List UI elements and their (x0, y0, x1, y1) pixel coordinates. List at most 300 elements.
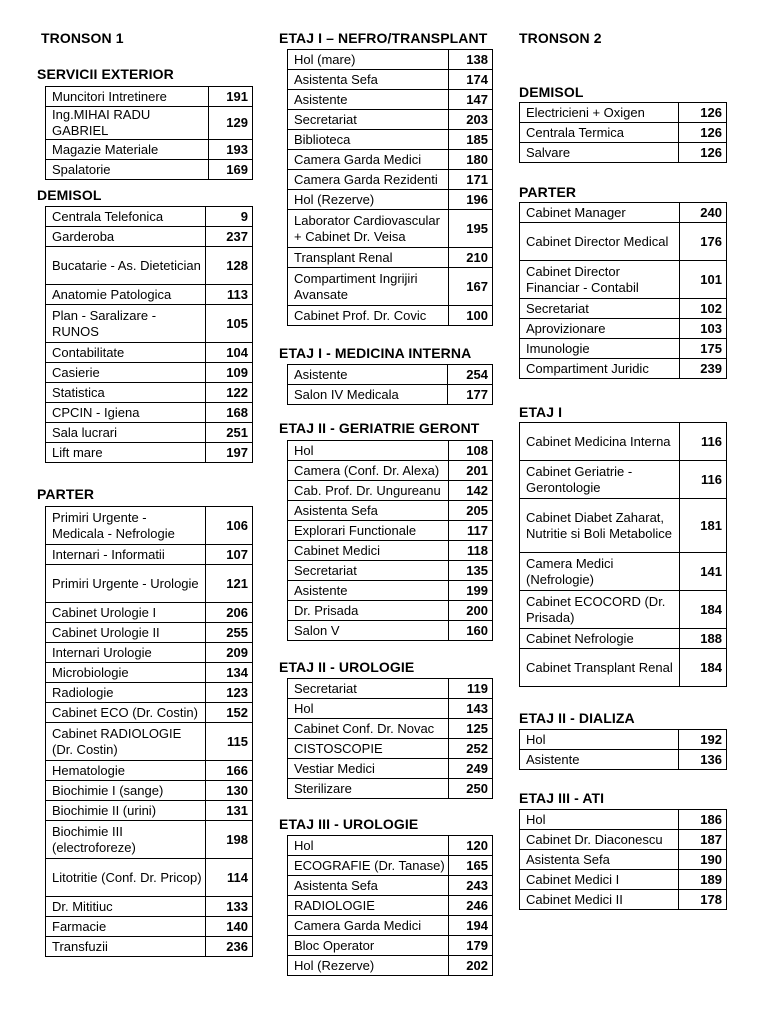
table-row (520, 810, 727, 830)
table-row (288, 719, 493, 739)
table-row (46, 305, 253, 343)
section-title: ETAJ III - UROLOGIE (279, 816, 419, 832)
extension-number: 199 (448, 581, 492, 601)
table-row (288, 385, 493, 405)
table-row (520, 319, 727, 339)
table-row (288, 481, 493, 501)
department-name: Hol (Rezerve) (288, 956, 449, 976)
table-row (520, 649, 727, 687)
department-name: Cab. Prof. Dr. Ungureanu (288, 481, 449, 501)
extension-number: 107 (205, 545, 252, 565)
department-name: Casierie (46, 363, 206, 383)
extension-number: 104 (205, 343, 252, 363)
department-name: Camera Medici (Nefrologie) (520, 553, 680, 591)
extension-number: 179 (449, 936, 493, 956)
department-name: Sterilizare (288, 779, 449, 799)
extension-number: 194 (449, 916, 493, 936)
section-title: ETAJ I – NEFRO/TRANSPLANT (279, 30, 488, 46)
table-row (520, 423, 727, 461)
extension-number: 206 (205, 603, 252, 623)
section-title: DEMISOL (519, 84, 584, 100)
extension-number: 246 (449, 896, 493, 916)
extension-number: 147 (449, 90, 493, 110)
department-name: Explorari Functionale (288, 521, 449, 541)
department-name: Cabinet Manager (520, 203, 680, 223)
table-row (46, 703, 253, 723)
extension-number: 141 (679, 553, 726, 591)
extension-number: 174 (449, 70, 493, 90)
table-row (288, 739, 493, 759)
department-name: Cabinet Medici (288, 541, 449, 561)
department-name: Ing.MIHAI RADU GABRIEL (46, 107, 209, 140)
department-name: Salon IV Medicala (288, 385, 448, 405)
extension-number: 117 (448, 521, 492, 541)
extension-number: 184 (679, 591, 726, 629)
department-name: Imunologie (520, 339, 680, 359)
table-row (46, 897, 253, 917)
extension-number: 255 (205, 623, 252, 643)
department-name: Aprovizionare (520, 319, 680, 339)
table-row (46, 603, 253, 623)
extension-table (287, 440, 493, 641)
section-title: ETAJ II - DIALIZA (519, 710, 635, 726)
department-name: Litotritie (Conf. Dr. Pricop) (46, 859, 206, 897)
table-row (520, 461, 727, 499)
department-name: Cabinet Medici II (520, 890, 679, 910)
extension-number: 198 (205, 821, 252, 859)
extension-number: 169 (208, 160, 252, 180)
department-name: Centrala Telefonica (46, 207, 206, 227)
department-name: Contabilitate (46, 343, 206, 363)
extension-table (287, 678, 493, 799)
department-name: Secretariat (288, 110, 449, 130)
table-row (288, 601, 493, 621)
extension-number: 116 (679, 423, 726, 461)
extension-number: 181 (679, 499, 726, 553)
extension-number: 176 (679, 223, 726, 261)
extension-number: 140 (205, 917, 252, 937)
extension-table (519, 102, 727, 163)
extension-number: 166 (205, 761, 252, 781)
department-name: Secretariat (288, 561, 449, 581)
department-name: Cabinet Director Medical (520, 223, 680, 261)
table-row (288, 856, 493, 876)
extension-number: 189 (679, 870, 727, 890)
table-row (520, 359, 727, 379)
extension-number: 105 (205, 305, 252, 343)
department-name: Cabinet Medici I (520, 870, 679, 890)
extension-number: 160 (448, 621, 492, 641)
extension-number: 119 (449, 679, 493, 699)
extension-number: 168 (205, 403, 252, 423)
table-row (288, 110, 493, 130)
table-row (46, 565, 253, 603)
extension-number: 180 (449, 150, 493, 170)
extension-number: 184 (679, 649, 726, 687)
department-name: Cabinet Prof. Dr. Covic (288, 306, 449, 326)
extension-table (287, 835, 493, 976)
table-row (520, 299, 727, 319)
department-name: Cabinet Diabet Zaharat, Nutritie si Boli Metabolice (520, 499, 680, 553)
extension-number: 165 (449, 856, 493, 876)
section-title: ETAJ I - MEDICINA INTERNA (279, 345, 472, 361)
extension-number: 201 (448, 461, 492, 481)
table-row (288, 170, 493, 190)
extension-number: 106 (205, 507, 252, 545)
table-row (288, 836, 493, 856)
department-name: Camera Garda Rezidenti (288, 170, 449, 190)
department-name: Hol (288, 441, 449, 461)
table-row (288, 210, 493, 248)
department-name: Salvare (520, 143, 679, 163)
extension-number: 171 (449, 170, 493, 190)
table-row (288, 441, 493, 461)
department-name: Hol (288, 836, 449, 856)
extension-number: 133 (205, 897, 252, 917)
table-row (288, 70, 493, 90)
department-name: ECOGRAFIE (Dr. Tanase) (288, 856, 449, 876)
extension-number: 191 (208, 87, 252, 107)
table-row (288, 150, 493, 170)
extension-number: 123 (205, 683, 252, 703)
table-row (46, 801, 253, 821)
department-name: Hol (Rezerve) (288, 190, 449, 210)
department-name: Asistenta Sefa (288, 501, 449, 521)
extension-number: 178 (679, 890, 727, 910)
table-row (46, 227, 253, 247)
table-row (520, 830, 727, 850)
section-title: ETAJ II - GERIATRIE GERONT (279, 420, 480, 436)
department-name: Cabinet Geriatrie - Gerontologie (520, 461, 680, 499)
department-name: Dr. Mititiuc (46, 897, 206, 917)
table-row (520, 143, 727, 163)
extension-number: 251 (205, 423, 252, 443)
table-row (520, 103, 727, 123)
department-name: Biochimie III (electroforeze) (46, 821, 206, 859)
extension-number: 209 (205, 643, 252, 663)
extension-number: 186 (679, 810, 727, 830)
department-name: Biblioteca (288, 130, 449, 150)
extension-number: 125 (449, 719, 493, 739)
extension-number: 114 (205, 859, 252, 897)
table-row (46, 683, 253, 703)
department-name: Primiri Urgente - Medicala - Nefrologie (46, 507, 206, 545)
table-row (288, 621, 493, 641)
table-row (520, 553, 727, 591)
table-row (46, 545, 253, 565)
department-name: Cabinet Nefrologie (520, 629, 680, 649)
department-name: Hol (520, 730, 679, 750)
table-row (46, 423, 253, 443)
department-name: Cabinet ECO (Dr. Costin) (46, 703, 206, 723)
extension-number: 254 (448, 365, 493, 385)
extension-number: 188 (679, 629, 726, 649)
extension-number: 109 (205, 363, 252, 383)
department-name: Compartiment Ingrijiri Avansate (288, 268, 449, 306)
table-row (46, 723, 253, 761)
extension-number: 143 (449, 699, 493, 719)
department-name: Transfuzii (46, 937, 206, 957)
table-row (46, 247, 253, 285)
section-title: ETAJ II - UROLOGIE (279, 659, 415, 675)
department-name: CPCIN - Igiena (46, 403, 206, 423)
table-row (520, 499, 727, 553)
extension-number: 249 (449, 759, 493, 779)
table-row (288, 501, 493, 521)
department-name: Muncitori Intretinere (46, 87, 209, 107)
extension-number: 130 (205, 781, 252, 801)
department-name: Garderoba (46, 227, 206, 247)
extension-number: 135 (448, 561, 492, 581)
extension-number: 126 (679, 143, 727, 163)
table-row (288, 130, 493, 150)
extension-table (519, 202, 727, 379)
table-row (46, 87, 253, 107)
extension-number: 195 (449, 210, 493, 248)
department-name: Asistenta Sefa (288, 876, 449, 896)
table-row (46, 937, 253, 957)
extension-number: 118 (448, 541, 492, 561)
table-row (46, 285, 253, 305)
table-row (288, 268, 493, 306)
table-row (520, 123, 727, 143)
table-row (46, 383, 253, 403)
extension-number: 120 (449, 836, 493, 856)
table-row (46, 443, 253, 463)
table-row (288, 50, 493, 70)
extension-number: 175 (679, 339, 726, 359)
table-row (46, 859, 253, 897)
extension-number: 138 (449, 50, 493, 70)
extension-number: 134 (205, 663, 252, 683)
extension-number: 192 (679, 730, 727, 750)
department-name: Asistente (288, 90, 449, 110)
table-row (520, 223, 727, 261)
table-row (288, 521, 493, 541)
table-row (288, 306, 493, 326)
extension-table (519, 729, 727, 770)
table-row (520, 890, 727, 910)
table-row (46, 761, 253, 781)
table-row (46, 643, 253, 663)
extension-number: 152 (205, 703, 252, 723)
table-row (46, 403, 253, 423)
extension-number: 121 (205, 565, 252, 603)
table-row (46, 140, 253, 160)
department-name: Cabinet RADIOLOGIE (Dr. Costin) (46, 723, 206, 761)
extension-number: 128 (205, 247, 252, 285)
extension-number: 190 (679, 850, 727, 870)
department-name: RADIOLOGIE (288, 896, 449, 916)
extension-number: 116 (679, 461, 726, 499)
section-title: ETAJ III - ATI (519, 790, 605, 806)
department-name: Primiri Urgente - Urologie (46, 565, 206, 603)
table-row (288, 876, 493, 896)
extension-number: 187 (679, 830, 727, 850)
table-row (288, 679, 493, 699)
table-row (288, 699, 493, 719)
extension-number: 205 (448, 501, 492, 521)
table-row (46, 107, 253, 140)
extension-number: 108 (448, 441, 492, 461)
table-row (288, 759, 493, 779)
table-row (288, 461, 493, 481)
department-name: Lift mare (46, 443, 206, 463)
section-title: DEMISOL (37, 187, 102, 203)
section-title: PARTER (519, 184, 577, 200)
section-title: ETAJ I (519, 404, 563, 420)
extension-number: 126 (679, 123, 727, 143)
extension-table (287, 364, 493, 405)
department-name: Hol (288, 699, 449, 719)
extension-number: 250 (449, 779, 493, 799)
department-name: Cabinet Dr. Diaconescu (520, 830, 679, 850)
department-name: Transplant Renal (288, 248, 449, 268)
extension-number: 100 (449, 306, 493, 326)
extension-number: 200 (448, 601, 492, 621)
table-row (288, 956, 493, 976)
extension-number: 236 (205, 937, 252, 957)
department-name: Plan - Saralizare - RUNOS (46, 305, 206, 343)
department-name: Magazie Materiale (46, 140, 209, 160)
table-row (288, 779, 493, 799)
department-name: Biochimie II (urini) (46, 801, 206, 821)
department-name: Asistente (288, 581, 449, 601)
extension-number: 185 (449, 130, 493, 150)
table-row (46, 623, 253, 643)
extension-number: 243 (449, 876, 493, 896)
department-name: Cabinet Director Financiar - Contabil (520, 261, 680, 299)
extension-number: 129 (208, 107, 252, 140)
extension-number: 239 (679, 359, 726, 379)
department-name: Spalatorie (46, 160, 209, 180)
extension-table (45, 206, 253, 463)
department-name: Biochimie I (sange) (46, 781, 206, 801)
table-row (288, 248, 493, 268)
table-row (288, 90, 493, 110)
table-row (288, 916, 493, 936)
extension-number: 103 (679, 319, 726, 339)
extension-number: 202 (449, 956, 493, 976)
extension-number: 122 (205, 383, 252, 403)
table-row (46, 917, 253, 937)
extension-table (519, 422, 727, 687)
department-name: Hol (520, 810, 679, 830)
table-row (520, 750, 727, 770)
extension-table (45, 86, 253, 180)
table-row (288, 561, 493, 581)
department-name: Cabinet Conf. Dr. Novac (288, 719, 449, 739)
extension-number: 136 (679, 750, 727, 770)
column-header: TRONSON 1 (41, 30, 124, 46)
department-name: Centrala Termica (520, 123, 679, 143)
department-name: Compartiment Juridic (520, 359, 680, 379)
department-name: Dr. Prisada (288, 601, 449, 621)
extension-number: 210 (449, 248, 493, 268)
table-row (46, 781, 253, 801)
department-name: Cabinet Urologie II (46, 623, 206, 643)
extension-number: 197 (205, 443, 252, 463)
extension-number: 193 (208, 140, 252, 160)
department-name: Hematologie (46, 761, 206, 781)
department-name: Bucatarie - As. Dietetician (46, 247, 206, 285)
department-name: Hol (mare) (288, 50, 449, 70)
department-name: Internari - Informatii (46, 545, 206, 565)
extension-number: 167 (449, 268, 493, 306)
table-row (288, 365, 493, 385)
department-name: Secretariat (288, 679, 449, 699)
table-row (520, 591, 727, 629)
extension-number: 252 (449, 739, 493, 759)
department-name: Camera Garda Medici (288, 150, 449, 170)
table-row (520, 850, 727, 870)
department-name: Electricieni + Oxigen (520, 103, 679, 123)
department-name: CISTOSCOPIE (288, 739, 449, 759)
department-name: Asistente (288, 365, 448, 385)
department-name: Asistenta Sefa (288, 70, 449, 90)
table-row (46, 363, 253, 383)
department-name: Radiologie (46, 683, 206, 703)
table-row (520, 339, 727, 359)
extension-table (45, 506, 253, 957)
department-name: Salon V (288, 621, 449, 641)
column-header: TRONSON 2 (519, 30, 602, 46)
extension-number: 196 (449, 190, 493, 210)
extension-number: 113 (205, 285, 252, 305)
department-name: Anatomie Patologica (46, 285, 206, 305)
department-name: Cabinet Medicina Interna (520, 423, 680, 461)
section-title: SERVICII EXTERIOR (37, 66, 174, 82)
table-row (288, 190, 493, 210)
table-row (46, 160, 253, 180)
department-name: Sala lucrari (46, 423, 206, 443)
table-row (520, 203, 727, 223)
extension-number: 240 (679, 203, 726, 223)
table-row (288, 896, 493, 916)
department-name: Camera (Conf. Dr. Alexa) (288, 461, 449, 481)
department-name: Laborator Cardiovascular + Cabinet Dr. Veisa (288, 210, 449, 248)
table-row (288, 541, 493, 561)
department-name: Cabinet ECOCORD (Dr. Prisada) (520, 591, 680, 629)
extension-table (519, 809, 727, 910)
extension-table (287, 49, 493, 326)
extension-number: 177 (448, 385, 493, 405)
department-name: Secretariat (520, 299, 680, 319)
department-name: Vestiar Medici (288, 759, 449, 779)
department-name: Microbiologie (46, 663, 206, 683)
department-name: Farmacie (46, 917, 206, 937)
extension-number: 101 (679, 261, 726, 299)
table-row (288, 936, 493, 956)
department-name: Internari Urologie (46, 643, 206, 663)
extension-number: 131 (205, 801, 252, 821)
table-row (46, 821, 253, 859)
extension-number: 203 (449, 110, 493, 130)
extension-number: 102 (679, 299, 726, 319)
table-row (520, 870, 727, 890)
section-title: PARTER (37, 486, 95, 502)
extension-number: 9 (205, 207, 252, 227)
department-name: Asistenta Sefa (520, 850, 679, 870)
department-name: Cabinet Urologie I (46, 603, 206, 623)
table-row (46, 507, 253, 545)
department-name: Cabinet Transplant Renal (520, 649, 680, 687)
table-row (520, 629, 727, 649)
table-row (46, 207, 253, 227)
table-row (520, 261, 727, 299)
extension-number: 142 (448, 481, 492, 501)
table-row (288, 581, 493, 601)
